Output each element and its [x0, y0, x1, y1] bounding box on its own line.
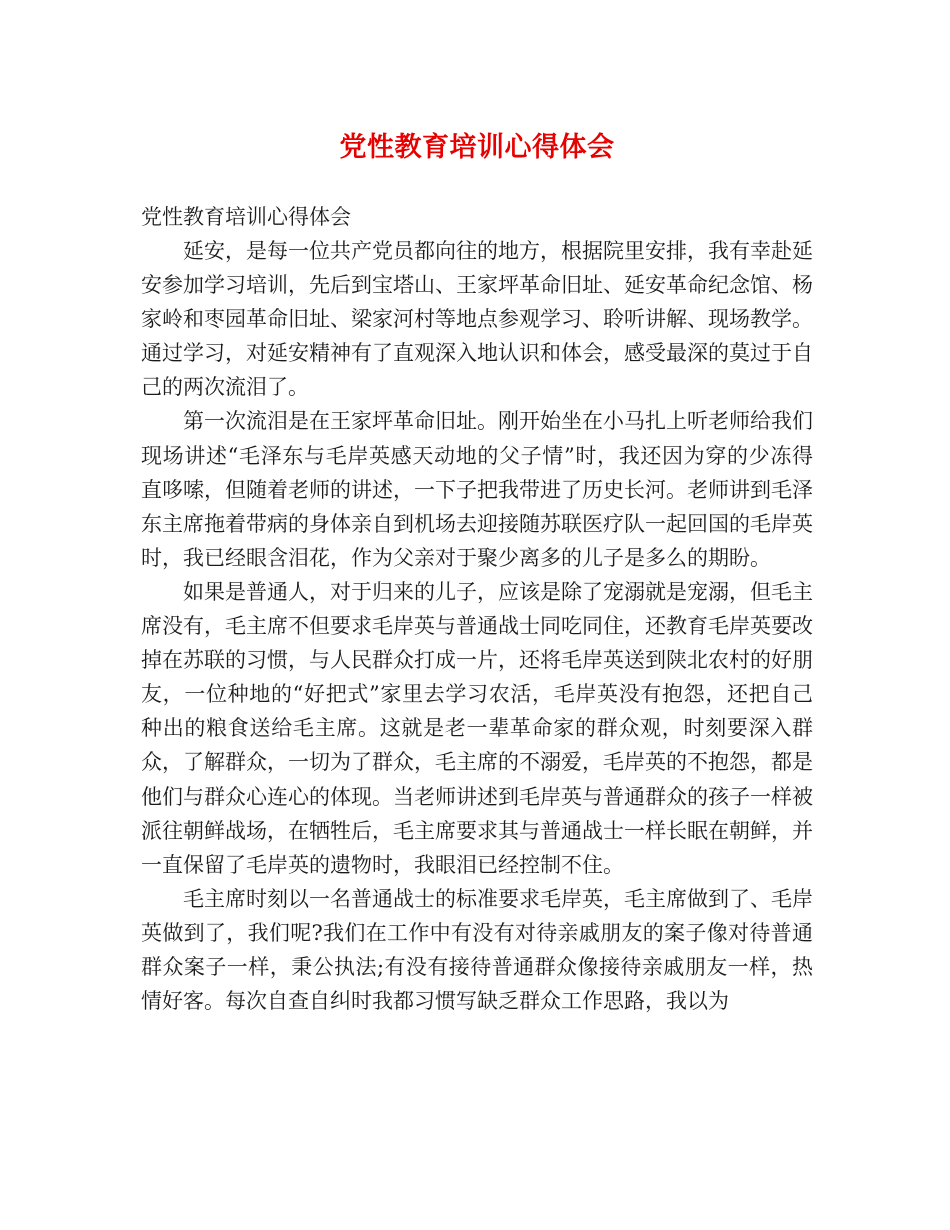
document-page [141, 128, 813, 1018]
paragraph-2: 第一次流泪是在王家坪革命旧址。刚开始坐在小马扎上听老师给我们现场讲述“毛泽东与毛岸英感天动地的父子情”时，我还因为穿的少冻得直哆嗦，但随着老师的讲述，一下子把我带进了历史长河。老师讲到毛泽东主席拖着带病的身体亲自到机场去迎接随苏联医疗队一起回国的毛岸英时，我已经眼含泪花，作为父亲对于聚少离多的儿子是多么的期盼。 [141, 409, 813, 570]
paragraph-4: 毛主席时刻以一名普通战士的标准要求毛岸英，毛主席做到了、毛岸英做到了，我们呢?我们在工作中有没有对待亲戚朋友的案子像对待普通群众案子一样，秉公执法;有没有接待普通群众像接待亲戚朋友一样，热情好客。每次自查自纠时我都习惯写缺乏群众工作思路，我以为 [141, 886, 813, 1014]
document-title: 党性教育培训心得体会 [339, 132, 615, 163]
document-subtitle: 党性教育培训心得体会 [141, 205, 351, 229]
paragraph-1: 延安，是每一位共产党员都向往的地方，根据院里安排，我有幸赴延安参加学习培训，先后到宝塔山、王家坪革命旧址、延安革命纪念馆、杨家岭和枣园革命旧址、梁家河村等地点参观学习、聆听讲解、现场教学。通过学习，对延安精神有了直观深入地认识和体会，感受最深的莫过于自己的两次流泪了。 [141, 239, 813, 400]
paragraph-3: 如果是普通人，对于归来的儿子，应该是除了宠溺就是宠溺，但毛主席没有，毛主席不但要求毛岸英与普通战士同吃同住，还教育毛岸英要改掉在苏联的习惯，与人民群众打成一片，还将毛岸英送到陕北农村的好朋友，一位种地的“好把式”家里去学习农活，毛岸英没有抱怨，还把自己种出的粮食送给毛主席。这就是老一辈革命家的群众观，时刻要深入群众，了解群众，一切为了群众，毛主席的不溺爱，毛岸英的不抱怨，都是他们与群众心连心的体现。当老师讲述到毛岸英与普通群众的孩子一样被派往朝鲜战场，在牺牲后，毛主席要求其与普通战士一样长眠在朝鲜，并一直保留了毛岸英的遗物时，我眼泪已经控制不住。 [141, 579, 813, 877]
